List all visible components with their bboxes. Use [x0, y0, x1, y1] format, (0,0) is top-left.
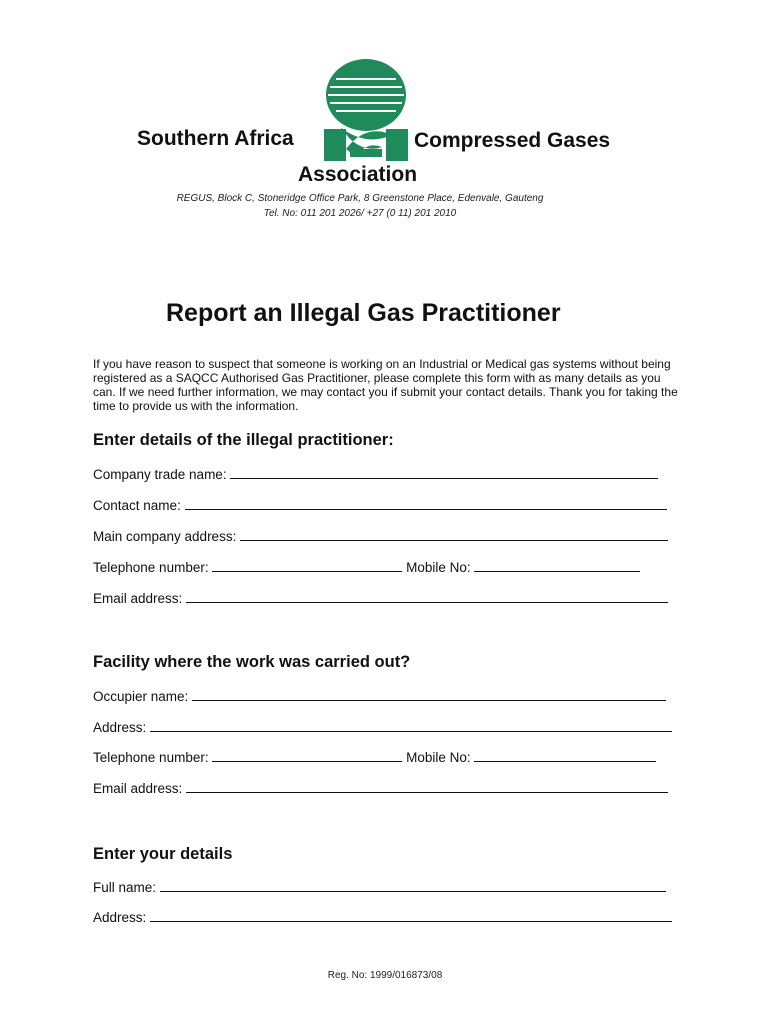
field-label: Address:	[93, 720, 147, 735]
main-company-address-input[interactable]	[240, 528, 668, 541]
registration-number: Reg. No: 1999/016873/08	[327, 970, 443, 981]
field-facility-email	[93, 780, 668, 796]
section-heading-facility: Facility where the work was carried out?	[93, 653, 411, 671]
org-name-line2: Association	[298, 163, 418, 186]
org-name-left: Southern Africa	[137, 127, 294, 150]
field-label: Occupier name:	[93, 689, 189, 704]
field-label: Main company address:	[93, 529, 237, 544]
field-company-trade-name	[93, 466, 658, 482]
org-name-right: Compressed Gases	[414, 129, 611, 152]
field-full-name	[93, 879, 666, 895]
mobile-no-input[interactable]	[474, 559, 640, 572]
field-label: Telephone number:	[93, 560, 209, 575]
section-heading-your-details: Enter your details	[93, 845, 233, 863]
field-label: Contact name:	[93, 498, 181, 513]
field-label: Telephone number:	[93, 750, 209, 765]
field-telephone-mobile	[93, 559, 640, 575]
org-telephone: Tel. No: 011 201 2026/ +27 (0 11) 201 2010	[263, 208, 457, 219]
facility-telephone-input[interactable]	[212, 749, 402, 762]
intro-paragraph: If you have reason to suspect that someone is working on an Industrial or Medical gas systems without being registered as a SAQCC Authorised Gas Practitioner, please complete this form with as many details as you can. If we need further information, we may contact you if submit your contact details. Thank you for taking the time to provide us with the information.	[93, 357, 678, 413]
occupier-name-input[interactable]	[192, 688, 666, 701]
field-email-address	[93, 590, 668, 606]
field-label: Address:	[93, 910, 147, 925]
facility-email-input[interactable]	[186, 780, 668, 793]
org-address: REGUS, Block C, Stoneridge Office Park, 8 Greenstone Place, Edenvale, Gauteng	[176, 193, 544, 204]
field-your-address	[93, 909, 672, 925]
field-label: Email address:	[93, 781, 183, 796]
field-occupier-name	[93, 688, 666, 704]
field-facility-address	[93, 719, 672, 735]
field-contact-name	[93, 497, 667, 513]
facility-mobile-input[interactable]	[474, 749, 656, 762]
field-label: Company trade name:	[93, 467, 227, 482]
telephone-number-input[interactable]	[212, 559, 402, 572]
your-address-input[interactable]	[150, 909, 672, 922]
facility-address-input[interactable]	[150, 719, 672, 732]
field-label: Mobile No:	[406, 560, 471, 575]
contact-name-input[interactable]	[185, 497, 667, 510]
field-facility-telephone-mobile	[93, 749, 656, 765]
document-title: Report an Illegal Gas Practitioner	[166, 299, 561, 327]
field-main-company-address	[93, 528, 668, 544]
sacga-logo	[320, 57, 412, 165]
full-name-input[interactable]	[160, 879, 666, 892]
field-label: Full name:	[93, 880, 157, 895]
field-label: Email address:	[93, 591, 183, 606]
email-address-input[interactable]	[186, 590, 668, 603]
company-trade-name-input[interactable]	[230, 466, 658, 479]
section-heading-practitioner: Enter details of the illegal practitioner:	[93, 431, 394, 449]
field-label: Mobile No:	[406, 750, 471, 765]
